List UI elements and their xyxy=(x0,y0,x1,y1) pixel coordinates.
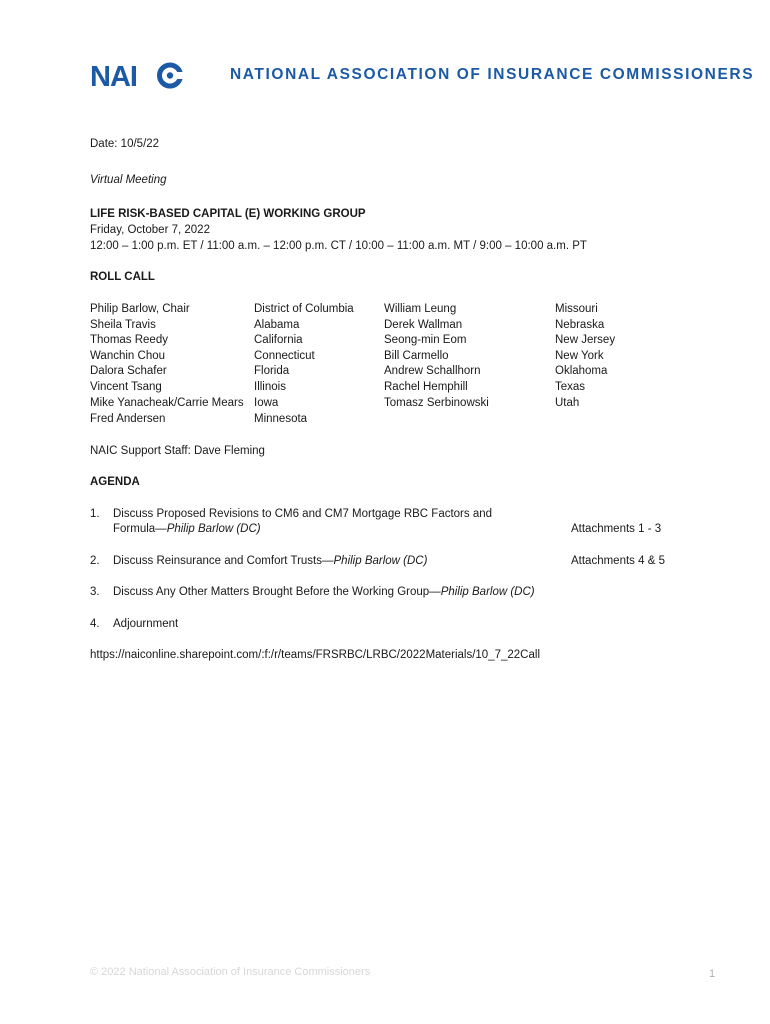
member-state: New Jersey xyxy=(555,334,616,346)
member-name: Philip Barlow, Chair xyxy=(90,303,190,315)
member-state: Missouri xyxy=(555,303,598,315)
page-number: 1 xyxy=(709,968,716,980)
agenda-item-text: Formula— xyxy=(113,523,167,535)
member-state: New York xyxy=(555,350,604,362)
member-name: Dalora Schafer xyxy=(90,365,167,377)
member-state: California xyxy=(254,334,303,346)
naic-logo-icon xyxy=(90,62,186,90)
member-state: Oklahoma xyxy=(555,365,608,377)
agenda-item-text-row xyxy=(113,554,427,569)
agenda-item-presenter: Philip Barlow (DC) xyxy=(166,523,261,535)
agenda-item-attachment: Attachments 1 - 3 xyxy=(571,523,662,535)
member-name: Seong-min Eom xyxy=(384,334,467,346)
svg-text:NAI: NAI xyxy=(90,62,137,90)
support-staff: NAIC Support Staff: Dave Fleming xyxy=(90,445,265,457)
member-state: Iowa xyxy=(254,397,279,409)
agenda-item-number: 2. xyxy=(90,555,100,567)
member-name: Mike Yanacheak/Carrie Mears xyxy=(90,397,244,409)
agenda-item-number: 3. xyxy=(90,586,100,598)
member-state: Minnesota xyxy=(254,413,308,425)
member-name: Fred Andersen xyxy=(90,413,166,425)
agenda-item-text-row xyxy=(113,585,535,600)
member-state: Texas xyxy=(555,381,586,393)
agenda-item-text: Discuss Proposed Revisions to CM6 and CM7 Mortgage RBC Factors and xyxy=(113,508,493,520)
agenda-item-number: 4. xyxy=(90,618,100,630)
agenda-item-presenter: Philip Barlow (DC) xyxy=(333,555,428,567)
member-name: Thomas Reedy xyxy=(90,334,168,346)
member-name: Wanchin Chou xyxy=(90,350,166,362)
member-name: Tomasz Serbinowski xyxy=(384,397,489,409)
member-state: Nebraska xyxy=(555,319,605,331)
member-state: Florida xyxy=(254,365,290,377)
meeting-date: Date: 10/5/22 xyxy=(90,138,160,150)
agenda-item-presenter: Philip Barlow (DC) xyxy=(440,586,535,598)
member-state: Illinois xyxy=(254,381,286,393)
member-state: Alabama xyxy=(254,319,300,331)
member-name: Bill Carmello xyxy=(384,350,449,362)
materials-link[interactable]: https://naiconline.sharepoint.com/:f:/r/teams/FRSRBC/LRBC/2022Materials/10_7_22Call xyxy=(90,649,540,661)
member-name: William Leung xyxy=(384,303,457,315)
agenda-item-text: Adjournment xyxy=(113,618,179,630)
group-time: 12:00 – 1:00 p.m. ET / 11:00 a.m. – 12:00 p.m. CT / 10:00 – 11:00 a.m. MT / 9:00 – 10:00 a.m. PT xyxy=(90,240,587,252)
member-state: District of Columbia xyxy=(254,303,354,315)
agenda-item-attachment: Attachments 4 & 5 xyxy=(571,555,665,567)
meeting-type: Virtual Meeting xyxy=(90,174,167,186)
agenda-item-text-cont xyxy=(113,522,261,537)
member-name: Rachel Hemphill xyxy=(384,381,468,393)
agenda-item-number: 1. xyxy=(90,508,100,520)
member-name: Derek Wallman xyxy=(384,319,463,331)
member-state: Connecticut xyxy=(254,350,315,362)
member-state: Utah xyxy=(555,397,580,409)
member-name: Andrew Schallhorn xyxy=(384,365,481,377)
footer-copyright: © 2022 National Association of Insurance Commissioners xyxy=(90,966,371,978)
naic-logo xyxy=(90,62,186,90)
org-name: NATIONAL ASSOCIATION OF INSURANCE COMMISSIONERS xyxy=(230,66,755,83)
agenda-heading: AGENDA xyxy=(90,476,140,488)
group-title: LIFE RISK-BASED CAPITAL (E) WORKING GROUP xyxy=(90,208,366,220)
member-name: Vincent Tsang xyxy=(90,381,162,393)
agenda-item-text: Discuss Any Other Matters Brought Before the Working Group— xyxy=(113,586,441,598)
roll-call-heading: ROLL CALL xyxy=(90,271,155,283)
group-date: Friday, October 7, 2022 xyxy=(90,224,210,236)
agenda-item-text: Discuss Reinsurance and Comfort Trusts— xyxy=(113,555,334,567)
member-name: Sheila Travis xyxy=(90,319,156,331)
